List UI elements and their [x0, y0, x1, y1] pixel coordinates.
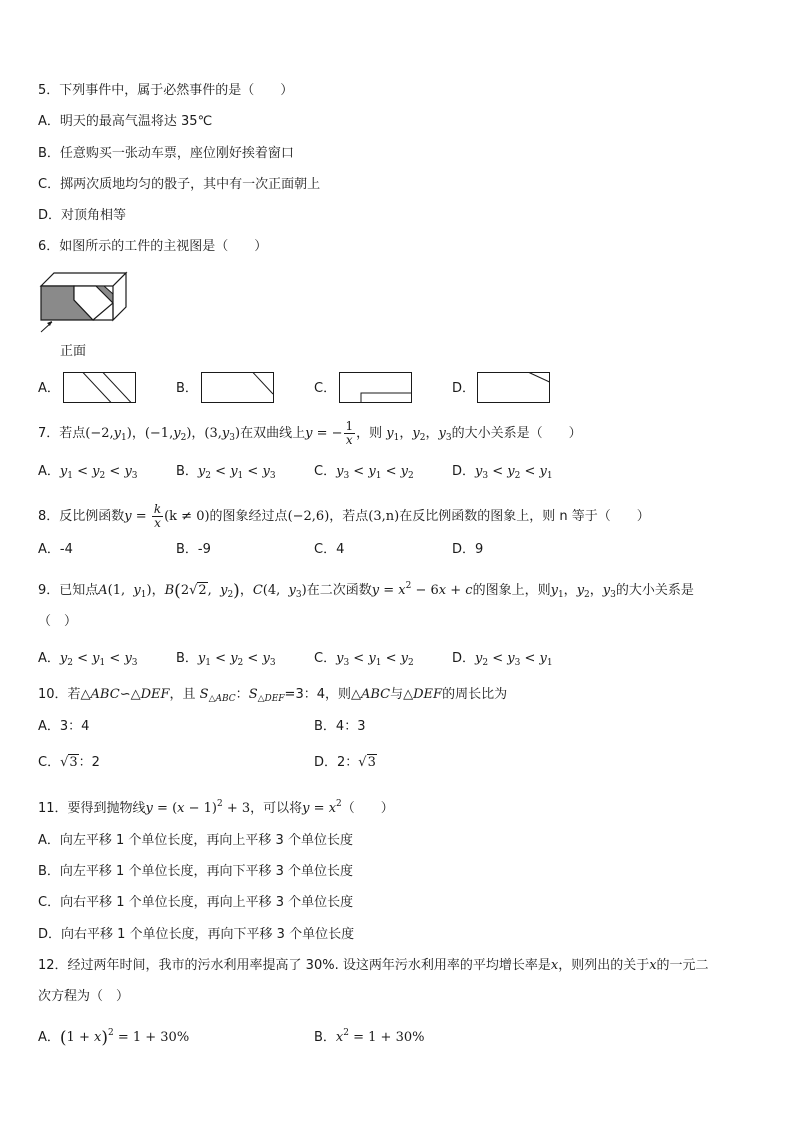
q10-option-c: C．√3：2: [38, 755, 100, 770]
q6-label-a: A．: [38, 381, 60, 396]
q7-option-b: B．$y_2 < y_1 < y_3$: [176, 464, 276, 481]
q5-option-d: D．对顶角相等: [38, 208, 127, 223]
q9-paren: （ ）: [38, 614, 78, 629]
q5-option-a: A．明天的最高气温将达 35℃: [38, 114, 213, 129]
q6-label-b: B．: [176, 381, 198, 396]
q10-option-b: B．4：3: [314, 719, 366, 734]
q12-option-a: A．$(1 + x)^2 = 1 + 30\%$: [38, 1028, 190, 1048]
q10-option-d: D．2：√3: [314, 755, 376, 770]
q5-option-c: C．掷两次质地均匀的骰子，其中有一次正面朝上: [38, 177, 321, 192]
q8-option-d: D．9: [452, 542, 484, 557]
q8-option-c: C．4: [314, 542, 345, 557]
q9-option-c: C．$y_3 < y_1 < y_2$: [314, 651, 414, 668]
q8-option-a: A．-4: [38, 542, 73, 557]
q7-stem: 7．若点$(-2,y_1)$，$(-1,y_2)$，$(3,y_3)$在双曲线上y = − $\frac{1}{x}$ ，则 $y_1$，$y_2$，$y_3$的大小关系是（ ）: [38, 419, 582, 447]
q6-stem: 6．如图所示的工件的主视图是（ ）: [38, 239, 268, 254]
q6-option-a-figure: [63, 372, 136, 403]
q6-label-c: C．: [314, 381, 337, 396]
q5-option-b: B．任意购买一张动车票，座位刚好挨着窗口: [38, 146, 294, 161]
q6-option-b-figure: [201, 372, 274, 403]
q11-option-d: D．向右平移 1 个单位长度，再向下平移 3 个单位长度: [38, 927, 355, 942]
q9-option-b: B．$y_1 < y_2 < y_3$: [176, 651, 276, 668]
q7-option-a: A．$y_1 < y_2 < y_3$: [38, 464, 138, 481]
q6-option-d-figure: [477, 372, 550, 403]
q11-stem: 11．要得到抛物线$y = (x - 1)^2 + 3$，可以将$y = x^2$（ ）: [38, 799, 394, 816]
q11-option-a: A．向左平移 1 个单位长度，再向上平移 3 个单位长度: [38, 833, 353, 848]
q8-stem: 8．反比例函数y = $\frac{k}{x}$ (k ≠ 0)的图象经过点(−2,6)，若点(3,n)在反比例函数的图象上，则 n 等于（ ）: [38, 502, 650, 530]
q8-option-b: B．-9: [176, 542, 211, 557]
q5-stem: 5．下列事件中，属于必然事件的是（ ）: [38, 83, 294, 98]
q9-option-d: D．$y_2 < y_3 < y_1$: [452, 651, 553, 668]
q9-stem: 9．已知点A(1, $y_1$)，B(2√2, $y_2$)，C(4, $y_3$)在二次函数$y = x^2 - 6x + c$的图象上，则$y_1$，$y_2$，$y_3$的大小关系是: [38, 581, 694, 601]
q10-stem: 10．若△ABC∽△DEF，且 $S_{\triangle ABC}$：$S_{\triangle DEF}=3$：4，则△ABC与△DEF的周长比为: [38, 687, 508, 704]
q7-option-c: C．$y_3 < y_1 < y_2$: [314, 464, 414, 481]
q6-label-d: D．: [452, 381, 476, 396]
q9-option-a: A．$y_2 < y_1 < y_3$: [38, 651, 138, 668]
q7-option-d: D．$y_3 < y_2 < y_1$: [452, 464, 553, 481]
q12-stem-line2: 次方程为（ ）: [38, 989, 130, 1004]
q6-option-c-figure: [339, 372, 412, 403]
q6-front-label: 正面: [60, 344, 87, 359]
q10-option-a: A．3：4: [38, 719, 90, 734]
q12-option-b: B．$x^2 = 1 + 30\%$: [314, 1028, 425, 1045]
q11-option-c: C．向右平移 1 个单位长度，再向上平移 3 个单位长度: [38, 895, 354, 910]
q12-stem-line1: 12．经过两年时间，我市的污水利用率提高了 30%. 设这两年污水利用率的平均增长率是x，则列出的关于x的一元二: [38, 958, 709, 973]
q11-option-b: B．向左平移 1 个单位长度，再向下平移 3 个单位长度: [38, 864, 353, 879]
workpiece-figure: [38, 270, 128, 335]
